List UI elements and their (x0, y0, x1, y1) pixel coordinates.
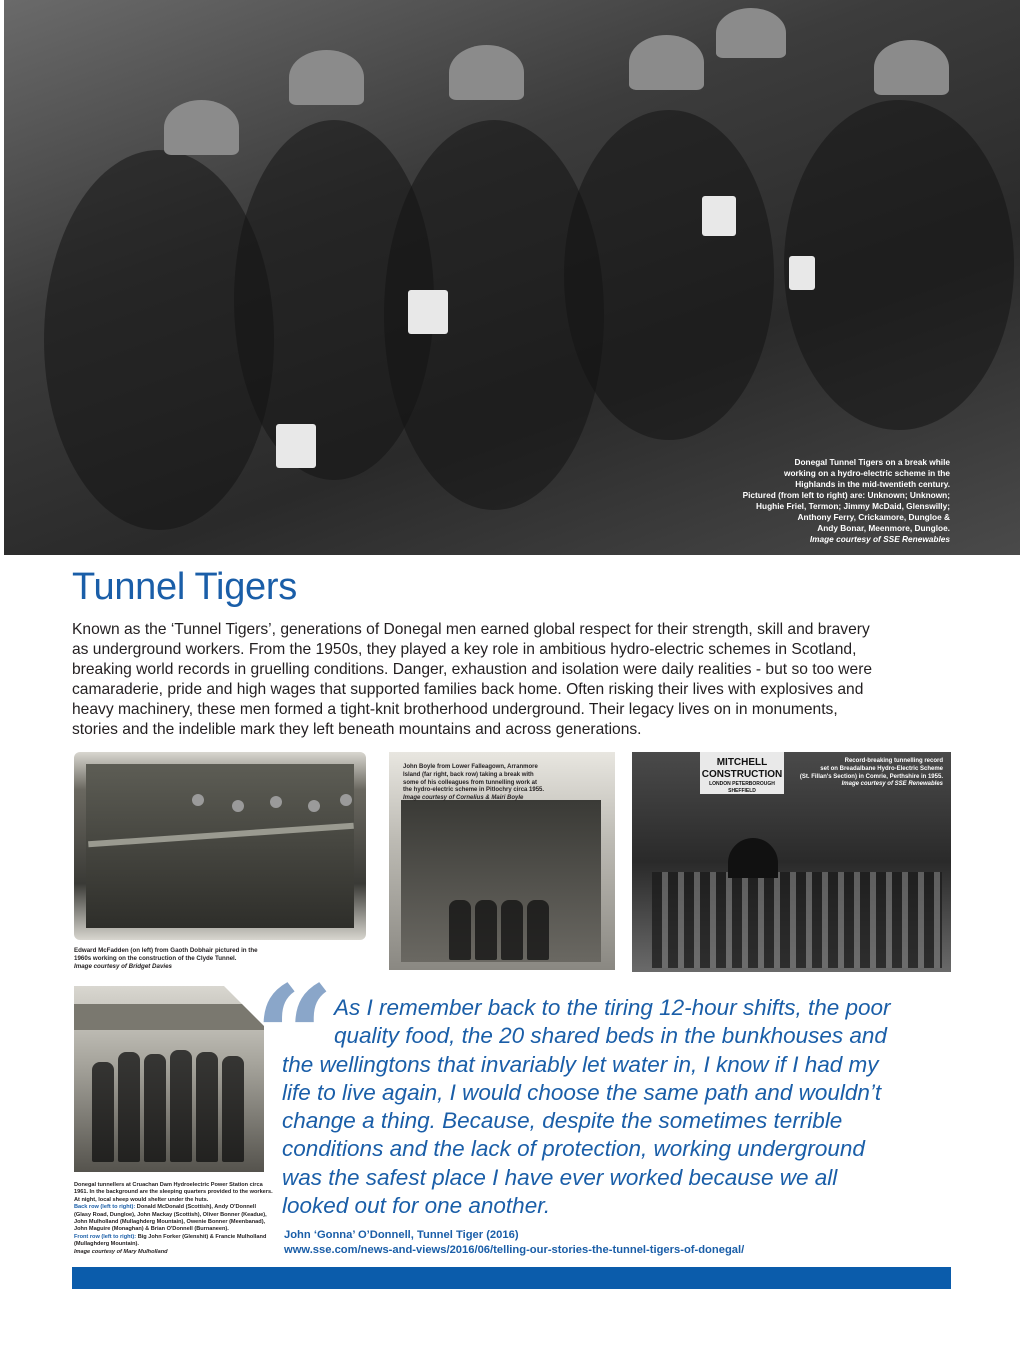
hero-helmet-3 (449, 45, 524, 100)
caption-line: the hydro-electric scheme in Pitlochry circa 1955. (403, 787, 545, 794)
hero-caption-line: Hughie Friel, Termon; Jimmy McDaid, Glenswilly; (756, 501, 950, 511)
photo-figure (170, 1050, 192, 1162)
hero-caption (730, 457, 950, 545)
hero-figure-6 (784, 100, 1014, 430)
caption-line-back-row (74, 1204, 279, 1211)
quote-line: change a thing. Because, despite the sometimes terrible (282, 1108, 843, 1134)
hero-photo (4, 0, 1020, 555)
caption-line-front-row (74, 1234, 279, 1241)
caption-line: (St. Fillan's Section) in Comrie, Perthshire in 1955. (799, 773, 943, 780)
caption-credit: Image courtesy of Cornelius & Mairi Boyle (403, 795, 524, 802)
caption-line: John Boyle from Lower Falleagown, Arranmore (403, 764, 538, 770)
caption-line: set on Breadalbane Hydro-Electric Scheme (820, 765, 943, 772)
caption-line: Donegal tunnellers at Cruachan Dam Hydroelectric Power Station circa (74, 1182, 263, 1188)
caption-line: 1961. In the background are the sleeping quarters provided to the workers. (74, 1189, 273, 1196)
quote-line: looked out for one another. (282, 1193, 551, 1219)
intro-line: camaraderie, pride and high wages that supported families back home. Often risking their lives with explosives and (72, 681, 864, 698)
photo-head (232, 800, 244, 812)
hero-caption-line: working on a hydro-electric scheme in the (784, 468, 950, 478)
photo-head (270, 796, 282, 808)
quote-author: John ‘Gonna’ O’Donnell, Tunnel Tiger (2016) (284, 1229, 519, 1241)
source-link[interactable]: www.sse.com/news-and-views/2016/06/telling-our-stories-the-tunnel-tigers-of-donegal/ (284, 1244, 745, 1256)
sign-title-line: MITCHELL (716, 757, 768, 768)
hero-caption-line: Highlands in the mid-twentieth century. (795, 479, 950, 489)
photo-breadalbane (632, 752, 951, 972)
photo-figure (449, 900, 471, 960)
photo-cruachan (74, 986, 264, 1172)
caption-credit: Image courtesy of Bridget Davies (74, 963, 172, 971)
photo-head (192, 794, 204, 806)
intro-line: Known as the ‘Tunnel Tigers’, generations of Donegal men earned global respect for their strength, skill and bravery (72, 621, 870, 638)
caption-credit: Image courtesy of Mary Mulholland (74, 1248, 168, 1255)
mitchell-construction-sign (700, 752, 784, 794)
photo-figure (475, 900, 497, 960)
photo-figure (222, 1056, 244, 1162)
pull-quote (282, 994, 962, 1220)
caption-line: some of his colleagues from tunnelling work at (403, 779, 538, 786)
photo-figure (144, 1054, 166, 1162)
quote-line: quality food, the 20 shared beds in the bunkhouses and (334, 1023, 887, 1049)
photo-cruachan-caption (74, 1182, 279, 1256)
caption-line: Record-breaking tunnelling record (844, 758, 943, 764)
hero-caption-line: Pictured (from left to right) are: Unknown; Unknown; (742, 490, 950, 500)
hero-helmet-5 (716, 8, 786, 58)
quote-line: was the safest place I have ever worked because we all (282, 1164, 838, 1190)
hero-helmet-2 (289, 50, 364, 105)
hero-helmet-4 (629, 35, 704, 90)
caption-line: Edward McFadden (on left) from Gaoth Dobhair pictured in the (74, 947, 258, 954)
photo-head (308, 800, 320, 812)
photo-pitlochry (389, 752, 615, 970)
caption-line: John Mulholland (Mullaghderg Mountain), Owenie Bonner (Meenbanad), (74, 1219, 266, 1226)
photo-figure (196, 1052, 218, 1162)
photo-figure (92, 1062, 114, 1162)
hero-mug-1 (276, 424, 316, 468)
photo-head (340, 794, 352, 806)
caption-line: 1960s working on the construction of the Clyde Tunnel. (74, 955, 237, 963)
sign-subtitle: LONDON PETERBOROUGH SHEFFIELD (709, 781, 775, 794)
intro-paragraph (72, 620, 952, 740)
caption-line: (Mullaghderg Mountain). (74, 1241, 139, 1248)
page-title: Tunnel Tigers (72, 566, 297, 608)
quote-line: As I remember back to the tiring 12-hour shifts, the poor (334, 995, 891, 1020)
caption-line: At night, local sheep would shelter under the huts. (74, 1196, 209, 1203)
hero-mug-4 (789, 256, 815, 290)
hero-caption-line: Andy Bonar, Meenmore, Dungloe. (817, 523, 950, 533)
photo-figure (118, 1052, 140, 1162)
intro-line: heavy machinery, these men formed a tight-knit brotherhood underground. Their legacy lives on in monuments, (72, 701, 838, 718)
photo-crowd (652, 872, 942, 968)
hero-helmet-1 (164, 100, 239, 155)
tunnel-mouth (728, 838, 778, 878)
hero-caption-line: Donegal Tunnel Tigers on a break while (794, 457, 950, 467)
sign-title-line: CONSTRUCTION (701, 769, 783, 780)
back-row-label: Back row (left to right): (74, 1204, 136, 1211)
photo-figure (501, 900, 523, 960)
caption-line: (Glasy Road, Dungloe), John Mackay (Scottish), Oliver Bonner (Keadue), (74, 1211, 267, 1218)
intro-line: stories and the indelible mark they left beneath mountains and across generations. (72, 721, 642, 738)
hero-figure-4 (564, 110, 774, 440)
caption-line: Island (far right, back row) taking a break with (403, 771, 534, 778)
photo-clyde-tunnel (74, 752, 366, 940)
photo-breadalbane-caption (793, 758, 943, 789)
hero-mug-2 (408, 290, 448, 334)
caption-credit: Image courtesy of SSE Renewables (841, 781, 943, 788)
quote-attribution (284, 1228, 744, 1258)
intro-line: as underground workers. From the 1950s, they played a key role in ambitious hydro-electric schemes in Scotland, (72, 641, 857, 658)
hero-helmet-6 (874, 40, 949, 95)
caption-line: Donald McDonald (Scottish), Andy O'Donnell (135, 1204, 256, 1211)
front-row-label: Front row (left to right): (74, 1233, 137, 1240)
footer-bar (72, 1267, 951, 1289)
caption-line: Big John Forker (Glenshit) & Francie Mulholland (136, 1233, 267, 1240)
hero-credit: Image courtesy of SSE Renewables (809, 534, 950, 544)
photo-pitlochry-caption (403, 764, 563, 803)
quote-line: the wellingtons that invariably let water in, I know if I had my (282, 1051, 879, 1077)
quote-line: conditions and the lack of protection, working underground (282, 1136, 865, 1162)
hero-mug-3 (702, 196, 736, 236)
photo-clyde-tunnel-inner (86, 764, 354, 928)
photo-figure (527, 900, 549, 960)
caption-line: John Maguire (Monaghan) & Brian O'Donnell (Burnaneen). (74, 1226, 229, 1233)
intro-line: breaking world records in gruelling conditions. Danger, exhaustion and isolation were daily realities - but so too were (72, 661, 873, 678)
quote-mark-icon: “ (254, 956, 335, 1120)
quote-line: life to live again, I would choose the same path and wouldn’t (282, 1079, 882, 1105)
hero-caption-line: Anthony Ferry, Crickamore, Dungloe & (797, 512, 950, 522)
